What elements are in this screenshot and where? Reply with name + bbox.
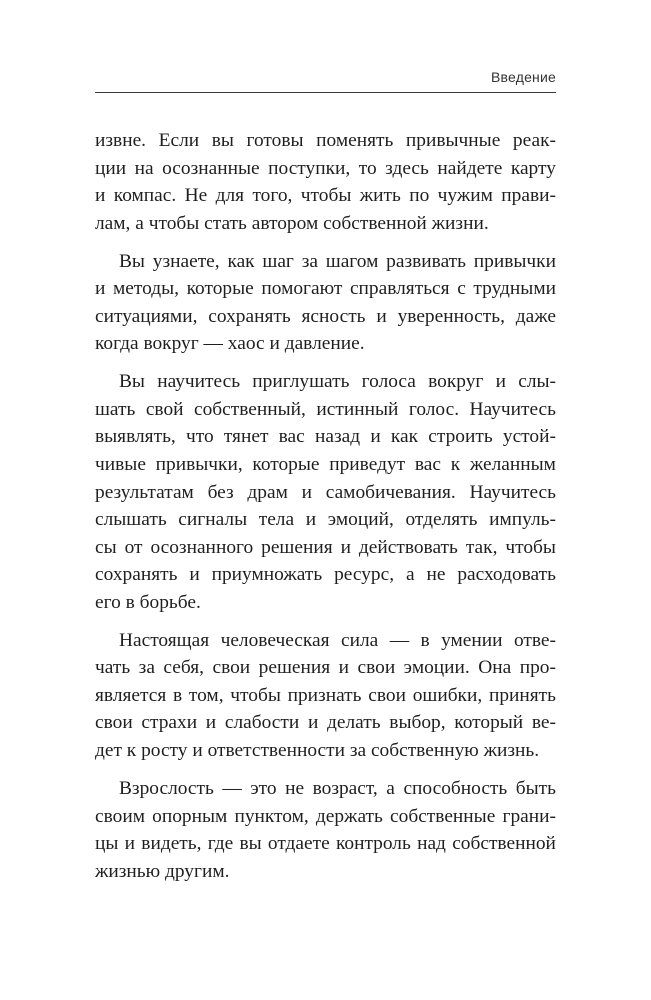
text-line: и компас. Не для того, чтобы жить по чужим прави-	[95, 185, 556, 207]
text-line: своим опорным пунктом, держать собственные грани-	[95, 805, 556, 827]
text-line: сохранять и приумножать ресурс, а не расходовать	[95, 564, 556, 586]
text-line: ции на осознанные поступки, то здесь найдете карту	[95, 157, 556, 179]
paragraph	[95, 127, 556, 237]
text-line: является в том, чтобы признать свои ошибки, принять	[95, 684, 556, 706]
text-line: цы и видеть, где вы отдаете контроль над собственной	[95, 833, 556, 855]
text-line: когда вокруг — хаос и давление.	[95, 333, 365, 355]
body-text	[95, 127, 556, 885]
text-line: слышать сигналы тела и эмоций, отделять импуль-	[95, 509, 556, 531]
text-line: жизнью другим.	[95, 860, 230, 882]
paragraph	[95, 775, 556, 885]
text-line: Вы узнаете, как шаг за шагом развивать привычки	[119, 250, 556, 272]
text-line: ситуациями, сохранять ясность и уверенность, даже	[95, 305, 556, 327]
text-line: Вы научитесь приглушать голоса вокруг и слы-	[119, 371, 556, 393]
text-line: чать за себя, свои решения и свои эмоции. Она про-	[95, 657, 556, 679]
paragraph	[95, 627, 556, 765]
text-line: чивые привычки, которые приведут вас к желанным	[95, 454, 556, 476]
header-rule	[95, 92, 556, 93]
text-line: лам, а чтобы стать автором собственной жизни.	[95, 212, 489, 234]
paragraph	[95, 368, 556, 616]
text-line: свои страхи и слабости и делать выбор, который ве-	[95, 712, 556, 734]
text-line: и методы, которые помогают справляться с трудными	[95, 278, 556, 300]
text-line: извне. Если вы готовы поменять привычные реак-	[95, 130, 556, 151]
paragraph	[95, 248, 556, 358]
text-line: выявлять, что тянет вас назад и как строить устой-	[95, 426, 556, 448]
text-line: результатам без драм и самобичевания. Научитесь	[95, 481, 556, 503]
text-line: шать свой собственный, истинный голос. Научитесь	[95, 398, 556, 420]
text-line: дет к росту и ответственности за собственную жизнь.	[95, 739, 540, 761]
text-line: Настоящая человеческая сила — в умении отве-	[119, 629, 556, 651]
text-line: его в борьбе.	[95, 591, 201, 613]
running-head-title: Введение	[491, 69, 556, 85]
text-line: Взрослость — это не возраст, а способность быть	[119, 778, 556, 800]
text-line: сы от осознанного решения и действовать так, чтобы	[95, 536, 556, 558]
